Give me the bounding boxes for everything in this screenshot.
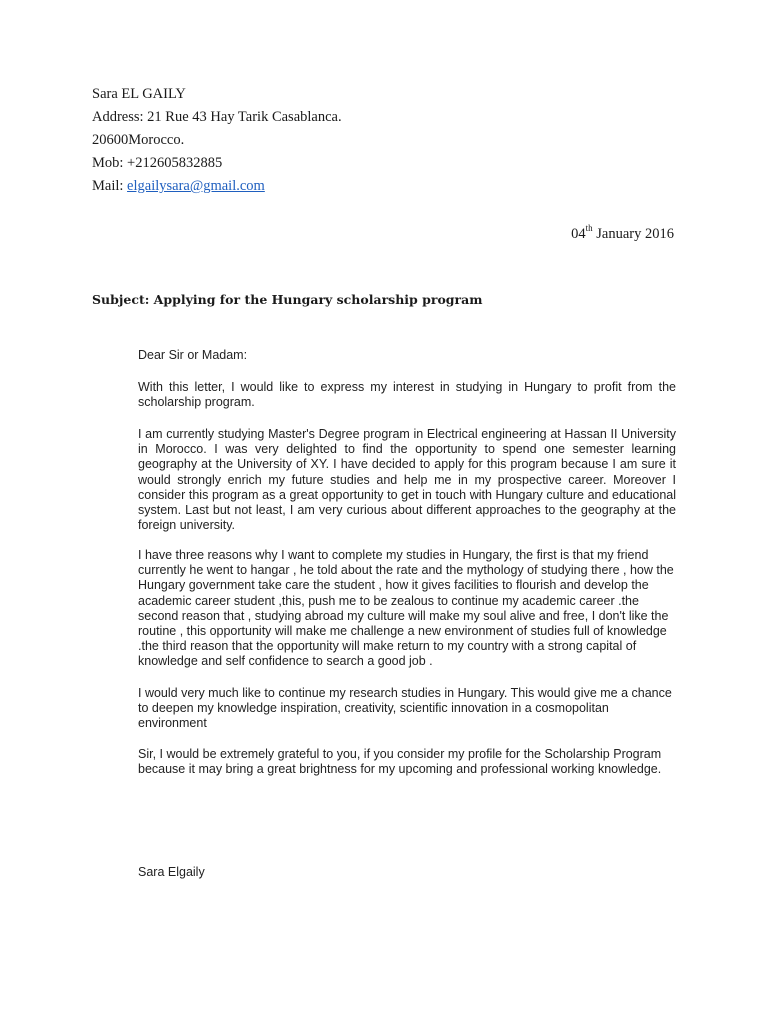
- sender-address: Address: 21 Rue 43 Hay Tarik Casablanca.: [92, 109, 342, 125]
- sender-mobile: Mob: +212605832885: [92, 155, 223, 171]
- mail-label: Mail:: [92, 178, 128, 194]
- date-rest: January 2016: [592, 225, 674, 242]
- paragraph-2: I am currently studying Master's Degree program in Electrical engineering at Hassan II University in Morocco. I was very delighted to find the opportunity to spend one semester learning geography at the University of XY. I have decided to apply for this program because I am sure it would strongly enrich my future studies and help me in my prospective career. Moreover I consider this program as a great opportunity to get in touch with Hungary culture and educational system. Last but not least, I am very curious about different approaches to the geography at the foreign university.: [138, 427, 676, 533]
- subject-line: Subject: Applying for the Hungary scholarship program: [92, 292, 483, 307]
- email-link[interactable]: elgailysara@gmail.com: [127, 178, 265, 194]
- paragraph-5: Sir, I would be extremely grateful to you, if you consider my profile for the Scholarship Program because it may bring a great brightness for my upcoming and professional working knowledge.: [138, 747, 662, 777]
- sender-mail-line: [92, 178, 265, 195]
- salutation: Dear Sir or Madam:: [138, 348, 248, 362]
- sender-postal: 20600Morocco.: [92, 132, 185, 148]
- paragraph-3: I have three reasons why I want to complete my studies in Hungary, the first is that my friend currently he went to hangar , he told about the rate and the mythology of studying there , how the Hungary government take care the student , how it gives facilities to flourish and develop the academic career student ,this, push me to be zealous to continue my academic career .the second reason that , studying abroad my culture will make my soul alive and free, I don't like the routine , this opportunity will make me challenge a new environment of studies full of knowledge .the third reason that the opportunity will make return to my country with a strong capital of knowledge and self confidence to search a good job .: [138, 548, 674, 669]
- date-suffix: th: [585, 223, 593, 233]
- date-day: 04: [571, 225, 586, 242]
- signature: Sara Elgaily: [138, 865, 205, 879]
- paragraph-4: I would very much like to continue my research studies in Hungary. This would give me a chance to deepen my knowledge inspiration, creativity, scientific innovation in a cosmopolitan environment: [138, 686, 672, 731]
- paragraph-1: With this letter, I would like to express my interest in studying in Hungary to profit from the scholarship program.: [138, 380, 676, 410]
- sender-name: Sara EL GAILY: [92, 86, 186, 102]
- letter-date: [571, 224, 674, 243]
